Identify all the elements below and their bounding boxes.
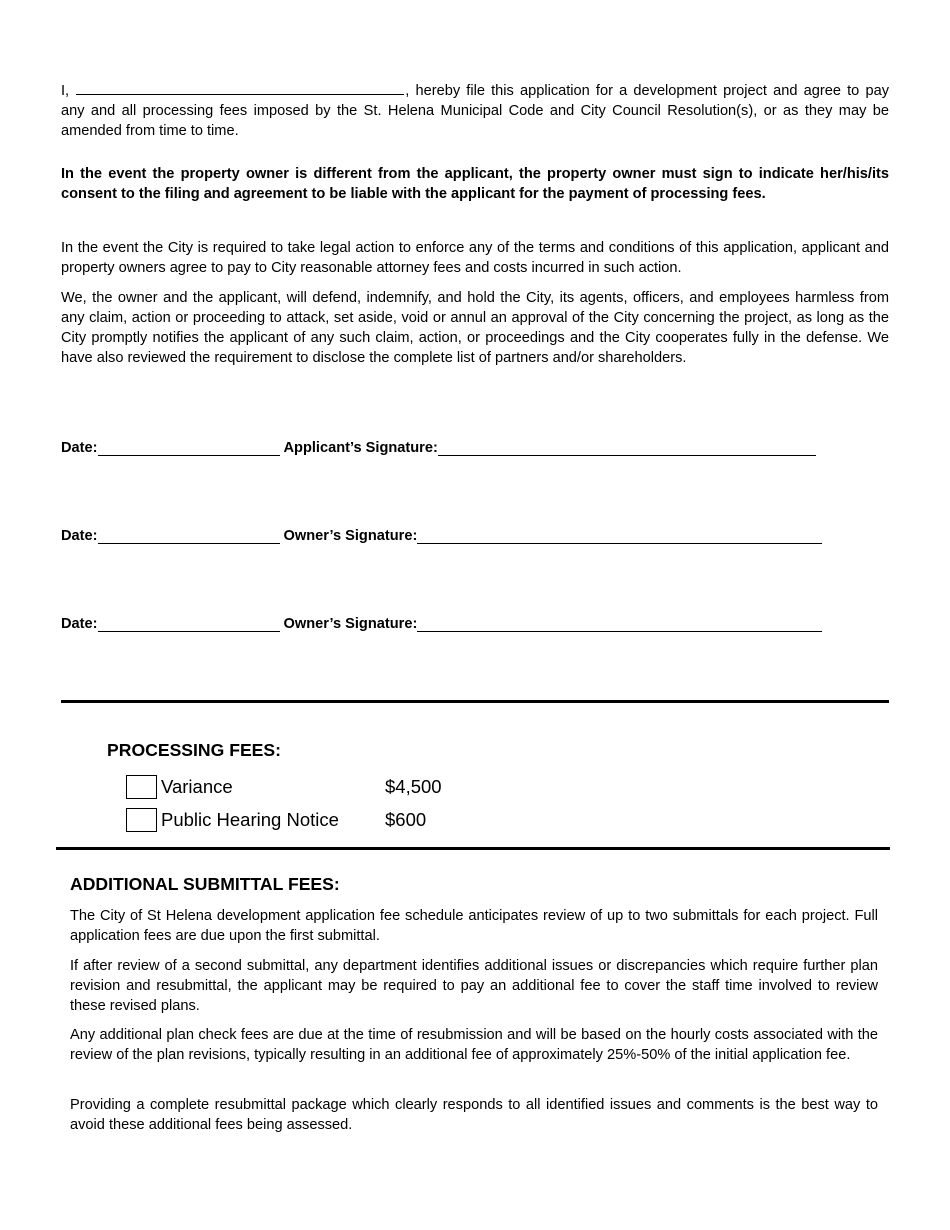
additional-fees-title: ADDITIONAL SUBMITTAL FEES: [70,874,340,894]
applicant-name-field[interactable] [76,80,404,95]
fee-amount: $4,500 [385,776,442,797]
fee-row-variance [126,772,442,802]
owner-signature-field[interactable] [417,616,822,632]
date-field[interactable] [98,528,280,544]
section-divider [56,847,890,850]
intro-paragraph [61,80,889,141]
legal-action-paragraph: In the event the City is required to take legal action to enforce any of the terms and conditions of this application, applicant and property owners agree to pay to City reasonable attorney fees and costs incurred in such action. [61,240,889,276]
additional-paragraph-1: The City of St Helena development application fee schedule anticipates review of up to two submittals for each project. Full application fees are due upon the first submittal. [70,908,878,944]
fee-row-public-hearing [126,805,426,835]
applicant-signature-field[interactable] [438,440,816,456]
additional-paragraph-4: Providing a complete resubmittal package which clearly responds to all identified issues and comments is the best way to avoid these additional fees being assessed. [70,1097,878,1133]
processing-fees-title: PROCESSING FEES: [107,740,282,760]
owner-notice: In the event the property owner is different from the applicant, the property owner must sign to indicate her/his/its consent to the filing and agreement to be liable with the applicant for the payment of processing fees. [61,166,889,202]
public-hearing-checkbox[interactable] [126,808,157,832]
fee-amount: $600 [385,809,427,830]
additional-paragraph-2: If after review of a second submittal, any department identifies additional issues or discrepancies which require further plan revision and resubmittal, the applicant may be required to pay an additional fee to cover the staff time involved to review these revised plans. [70,958,878,1014]
signature-row-owner-1 [61,524,822,544]
fee-name: Variance [161,776,233,797]
signature-row-owner-2 [61,612,822,632]
date-field[interactable] [98,616,280,632]
intro-suffix: , hereby file this application for a development project and agree to pay any and all processing fees imposed by the St. Helena Municipal Code and City Council Resolution(s), or as they may be amended from time to time. [61,83,889,139]
indemnify-paragraph: We, the owner and the applicant, will defend, indemnify, and hold the City, its agents, officers, and employees harmless from any claim, action or proceeding to attack, set aside, void or annul an approval of the City concerning the project, as long as the City promptly notifies the applicant of any such claim, action, or proceedings and the City cooperates fully in the defense. We have also reviewed the requirement to disclose the complete list of partners and/or shareholders. [61,290,889,366]
date-label: Date: [61,440,98,456]
owner-signature-field[interactable] [417,528,822,544]
fee-name: Public Hearing Notice [161,809,339,830]
date-label: Date: [61,528,98,544]
additional-paragraph-3: Any additional plan check fees are due at the time of resubmission and will be based on the hourly costs associated with the review of the plan revisions, typically resulting in an additional fee of approximately 25%-50% of the initial application fee. [70,1027,878,1063]
signature-label: Owner’s Signature: [283,528,418,544]
signature-row-applicant [61,436,816,456]
date-label: Date: [61,616,98,632]
section-divider [61,700,889,703]
date-field[interactable] [98,440,280,456]
signature-label: Applicant’s Signature: [283,440,438,456]
signature-label: Owner’s Signature: [283,616,418,632]
intro-prefix: I, [61,83,70,99]
variance-checkbox[interactable] [126,775,157,799]
